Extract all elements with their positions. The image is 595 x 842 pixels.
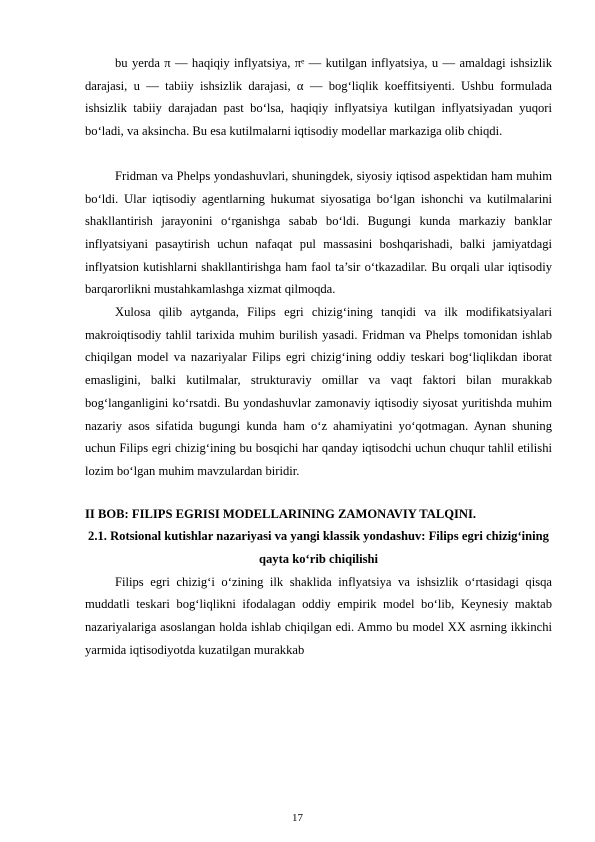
paragraph-formula-explanation: bu yerda π — haqiqiy inflyatsiya, πᵉ — kutilgan inflyatsiya, u — amaldagi ishsizlik darajasi, u — tabiiy ishsizlik darajasi, α — bog‘liqlik koeffitsiyenti. Ushbu formulada ishsizlik tabiiy darajadan past bo‘lsa, haqiqiy inflyatsiya kutilgan inflyatsiyadan yuqori bo‘ladi, va aksincha. Bu esa kutilmalarni iqtisodiy modellar markaziga olib chiqdi.	[85, 56, 552, 139]
paragraph-section-intro: Filips egri chizig‘i o‘zining ilk shaklida inflyatsiya va ishsizlik o‘rtasidagi qisqa muddatli teskari bog‘liqlikni ifodalagan oddiy empirik model bo‘lib, Keynesiy maktab nazariyalariga asoslangan holda ishlab chiqilgan edi. Ammo bu model XX asrning ikkinchi yarmida iqtisodiyotda kuzatilgan murakkab	[85, 574, 552, 657]
page-number: 17	[292, 812, 303, 824]
paragraph-conclusion: Xulosa qilib aytganda, Filips egri chizig‘ining tanqidi va ilk modifikatsiyalari makroiqtisodiy tahlil tarixida muhim burilish yasadi. Fridman va Phelps tomonidan ishlab chiqilgan model va nazariyalar Filips egri chizig‘ining oddiy teskari bog‘liqlikdan iborat emasligini, balki kutilmalar, strukturaviy omillar va vaqt faktori bilan murakkab bog‘langanligini ko‘rsatdi. Bu yondashuvlar zamonaviy iqtisodiy siyosat yuritishda muhim nazariy asos sifatida bugungi kunda ham o‘z ahamiyatini yo‘qotmagan. Aynan shuning uchun Filips egri chizig‘ining bu bosqichi har qanday iqtisodchi uchun chuqur tahlil etilishi lozim bo‘lgan muhim mavzulardan biridir.	[85, 305, 552, 478]
page-content	[85, 52, 552, 662]
chapter-heading: II BOB: FILIPS EGRISI MODELLARINING ZAMONAVIY TALQINI.	[85, 506, 477, 521]
section-heading: 2.1. Rotsional kutishlar nazariyasi va yangi klassik yondashuv: Filips egri chizig‘ining qayta ko‘rib chiqilishi	[88, 529, 549, 567]
paragraph-friedman-phelps: Fridman va Phelps yondashuvlari, shuningdek, siyosiy iqtisod aspektidan ham muhim bo‘ldi. Ular iqtisodiy agentlarning hukumat siyosatiga bo‘lgan ishonchi va kutilmalarini shakllantirish jarayonini o‘rganishga sabab bo‘ldi. Bugungi kunda markaziy banklar inflyatsiyani pasaytirish uchun nafaqat pul massasini boshqarishadi, balki jamiyatdagi inflyatsion kutishlarni shakllantirishga ham faol ta’sir o‘tkazadilar. Bu orqali ular iqtisodiy barqarorlikni mustahkamlashga xizmat qilmoqda.	[85, 168, 552, 297]
